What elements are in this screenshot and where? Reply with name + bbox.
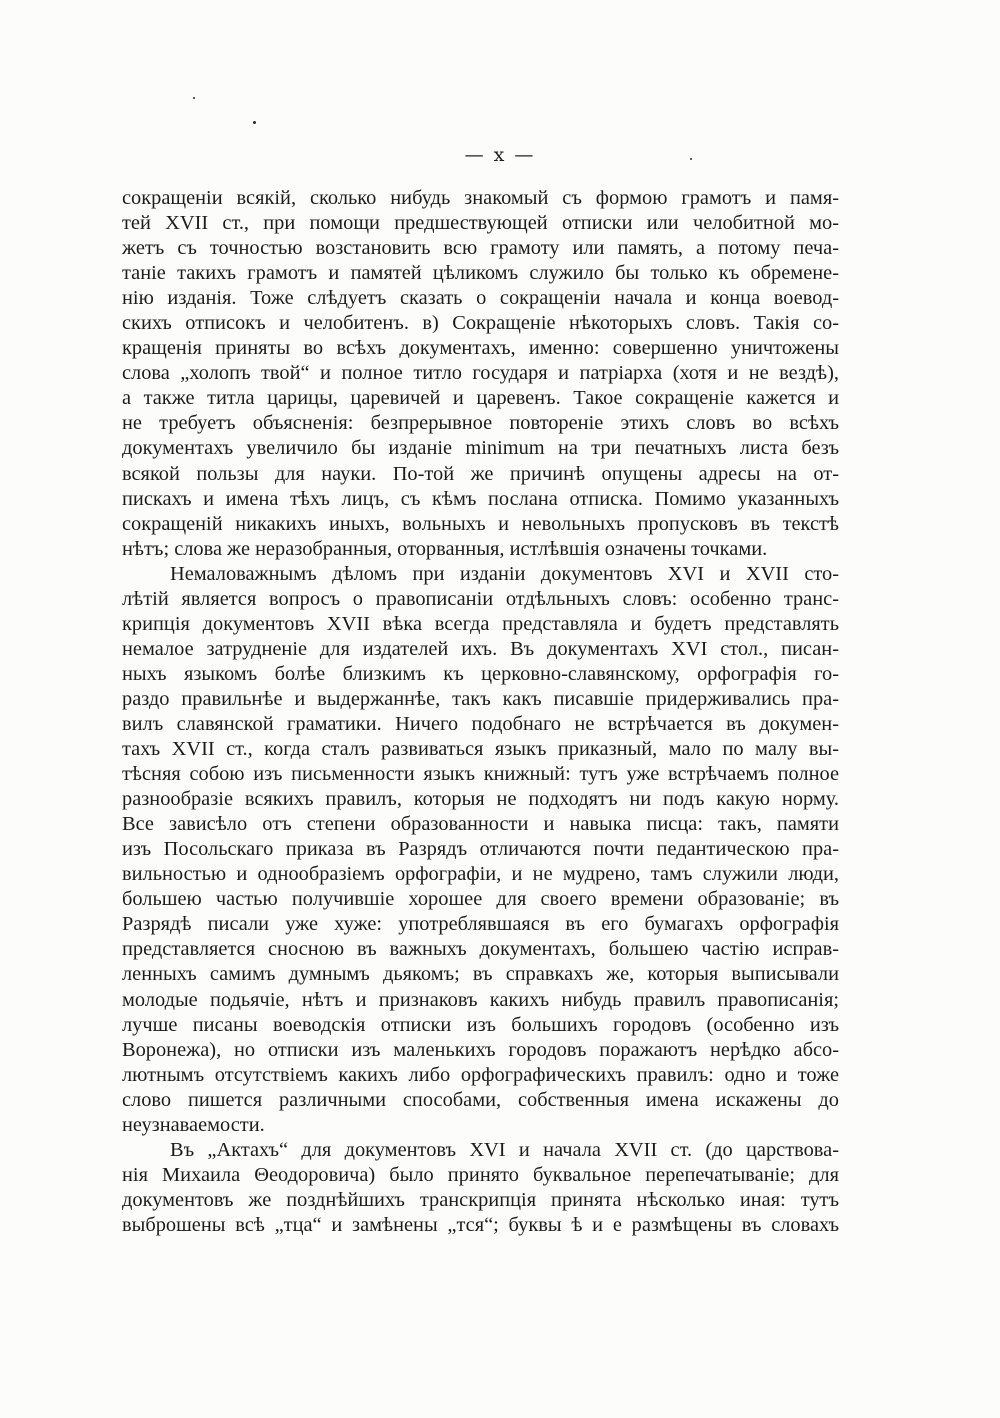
text-line: неузнаваемости. [122, 1113, 265, 1136]
text-line: лучше писаны воеводскія отписки изъ большихъ городовъ (особенно изъ [122, 1013, 839, 1036]
text-line: таніе такихъ грамотъ и памятей цѣликомъ служило бы только къ обремене- [122, 262, 839, 285]
text-line: лѣтій является вопросъ о правописаніи отдѣльныхъ словъ: особенно транс- [122, 587, 839, 610]
text-line: слова „холопъ твой“ и полное титло государя и патріарха (хотя и не вездѣ), [122, 362, 839, 385]
text-line: Все зависѣло отъ степени образованности и навыка писца: такъ, памяти [122, 813, 839, 836]
text-line: тѣсняя собою изъ письменности языкъ книжный: тутъ уже встрѣчаемъ полное [122, 763, 839, 786]
text-line: нію изданія. Тоже слѣдуетъ сказать о сокращеніи начала и конца воевод- [122, 287, 839, 310]
text-line: жетъ съ точностью возстановить всю грамоту или память, а потому печа- [122, 237, 839, 260]
text-line: а также титла царицы, царевичей и царевенъ. Такое сокращеніе кажется и [122, 387, 839, 410]
text-line: тей XVII ст., при помощи предшествующей отписки или челобитной мо- [122, 212, 839, 235]
text-line: большею частью получившіе хорошее для своего времени образованіе; въ [122, 888, 839, 911]
text-line: кращенія приняты во всѣхъ документахъ, именно: совершенно уничтожены [122, 337, 839, 360]
page-number: — x — [464, 144, 536, 166]
text-line: пискахъ и имена тѣхъ лицъ, съ кѣмъ послана отписка. Помимо указанныхъ [122, 487, 839, 510]
text-line: нѣтъ; слова же неразобранныя, оторванныя, истлѣвшія означены точками. [122, 537, 768, 560]
text-line: раздо правильнѣе и выдержаннѣе, такъ какъ писавшіе придерживались пра- [122, 687, 839, 710]
text-line: представляется сносною въ важныхъ документахъ, большею частію исправ- [122, 938, 839, 961]
text-line: тахъ XVII ст., когда сталъ развиваться языкъ приказный, мало по малу вы- [122, 738, 839, 761]
text-line: документовъ же позднѣйшихъ транскрипція принята нѣсколько иная: тутъ [122, 1188, 839, 1211]
text-line: лютнымъ отсутствіемъ какихъ либо орфографическихъ правилъ: одно и тоже [122, 1063, 839, 1086]
text-line: ныхъ языкомъ болѣе близкимъ къ церковно-славянскому, орфографія го- [122, 662, 839, 685]
text-line: документахъ увеличило бы изданіе minimum на три печатныхъ листа безъ [122, 437, 839, 460]
text-line: Немаловажнымъ дѣломъ при изданіи документовъ XVI и XVII сто- [170, 562, 839, 585]
text-line: разнообразіе всякихъ правилъ, которыя не подходятъ ни подъ какую норму. [122, 788, 839, 811]
text-line: выброшены всѣ „тца“ и замѣнены „тся“; буквы ѣ и е размѣщены въ словахъ [122, 1213, 839, 1236]
text-line: слово пишется различными способами, собственныя имена искажены до [122, 1088, 839, 1111]
text-line: Разрядѣ писали уже хуже: употреблявшаяся въ его бумагахъ орфографія [122, 913, 839, 936]
text-line: вилъ славянской граматики. Ничего подобнаго не встрѣчается въ докумен- [122, 712, 839, 735]
ink-speck [193, 97, 195, 99]
ink-speck [253, 121, 256, 124]
text-line: изъ Посольскаго приказа въ Разрядъ отличаются почти педантическою пра- [122, 838, 839, 861]
text-line: не требуетъ объясненія: безпрерывное повтореніе этихъ словъ во всѣхъ [122, 412, 839, 435]
text-line: нія Михаила Θеодоровича) было принято буквальное перепечатываніе; для [122, 1163, 839, 1186]
text-line: немалое затрудненіе для издателей ихъ. Въ документахъ XVI стол., писан- [122, 637, 839, 660]
text-line: молодые подьячіе, нѣтъ и признаковъ какихъ нибудь правилъ правописанія; [122, 988, 839, 1011]
text-line: ленныхъ самимъ думнымъ дьякомъ; въ справкахъ же, которыя выписывали [122, 963, 839, 986]
text-line: Воронежа), но отписки изъ маленькихъ городовъ поражаютъ нерѣдко абсо- [122, 1038, 839, 1061]
text-line: скихъ отписокъ и челобитенъ. в) Сокращеніе нѣкоторыхъ словъ. Такія со- [122, 312, 839, 335]
text-line: сокращеній никакихъ иныхъ, вольныхъ и невольныхъ пропусковъ въ текстѣ [122, 512, 839, 535]
text-line: крипція документовъ XVII вѣка всегда представляла и будетъ представлять [122, 612, 839, 635]
text-line: сокращеніи всякій, сколько нибудь знакомый съ формою грамотъ и памя- [122, 187, 839, 209]
text-line: Въ „Актахъ“ для документовъ XVI и начала XVII ст. (до царствова- [170, 1138, 839, 1161]
body-text [122, 186, 839, 1238]
text-line: всякой пользы для науки. По-той же причинѣ опущены адресы на от- [122, 462, 839, 485]
text-line: вильностью и однообразіемъ орфографіи, и не мудрено, тамъ служили люди, [122, 863, 839, 886]
